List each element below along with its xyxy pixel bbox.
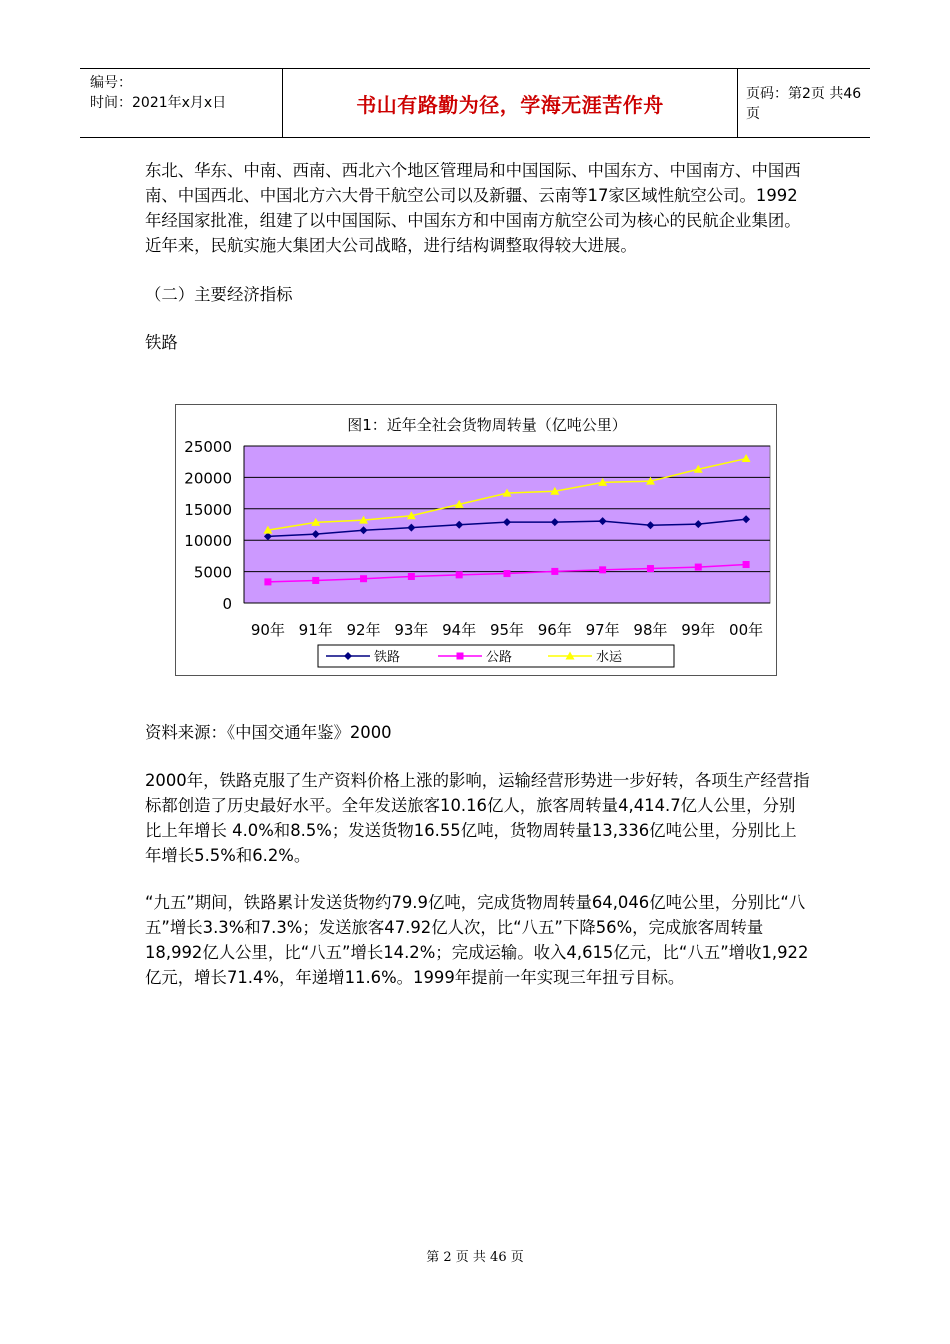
- y-tick-label: 15000: [184, 500, 232, 519]
- data-point: [743, 561, 750, 568]
- chart-svg: [176, 405, 776, 675]
- data-point: [264, 578, 271, 585]
- data-point: [647, 565, 654, 572]
- document-body: [145, 158, 810, 355]
- section-title-rail: 铁路: [145, 333, 178, 352]
- freight-chart: [175, 404, 777, 676]
- page-header: [80, 68, 870, 138]
- number-label: 编号：: [90, 75, 132, 91]
- legend-label: 公路: [486, 650, 513, 665]
- y-tick-label: 0: [222, 595, 232, 613]
- data-point: [504, 570, 511, 577]
- x-tick-label: 92年: [346, 621, 381, 639]
- data-point: [551, 568, 558, 575]
- y-tick-labels: [184, 438, 232, 613]
- y-tick-label: 25000: [184, 438, 232, 456]
- x-tick-label: 94年: [442, 621, 477, 639]
- x-tick-label: 97年: [585, 621, 620, 639]
- legend-label: 水运: [596, 650, 623, 665]
- intro-paragraph: 东北、华东、中南、西南、西北六个地区管理局和中国国际、中国东方、中国南方、中国西南、中国西北、中国北方六大骨干航空公司以及新疆、云南等17家区域性航空公司。1992年经国家批准，组建了以中国国际、中国东方和中国南方航空公司为核心的民航企业集团。近年来，民航实施大集团大公司战略，进行结构调整取得较大进展。: [145, 161, 801, 255]
- x-tick-label: 91年: [298, 621, 333, 639]
- x-tick-label: 00年: [729, 621, 764, 639]
- x-tick-label: 96年: [537, 621, 572, 639]
- data-point: [599, 566, 606, 573]
- source-note: 资料来源：《中国交通年鉴》2000: [145, 723, 392, 742]
- data-point: [456, 571, 463, 578]
- x-tick-label: 98年: [633, 621, 668, 639]
- x-tick-label: 90年: [250, 621, 285, 639]
- y-tick-label: 20000: [184, 469, 232, 488]
- chart-title: 图1：近年全社会货物周转量（亿吨公里）: [347, 416, 627, 434]
- data-point: [312, 577, 319, 584]
- x-tick-label: 93年: [394, 621, 429, 639]
- legend-label: 铁路: [374, 650, 401, 665]
- data-point: [457, 653, 464, 660]
- data-point: [695, 564, 702, 571]
- y-tick-label: 5000: [193, 563, 232, 582]
- x-tick-labels: [251, 621, 763, 639]
- time-label: 时间：2021年x月x日: [90, 95, 227, 111]
- page-footer: 第 2 页 共 46 页: [426, 1250, 524, 1265]
- x-tick-label: 99年: [681, 621, 716, 639]
- data-point: [408, 573, 415, 580]
- paragraph-2000: 2000年，铁路克服了生产资料价格上涨的影响，运输经营形势进一步好转，各项生产经营指标都创造了历史最好水平。全年发送旅客10.16亿人，旅客周转量4,414.7亿人公里，分别比上年增长 4.0%和8.5%；发送货物16.55亿吨，货物周转量13,336亿吨公里，分别比上年增长5.5%和6.2%。: [145, 771, 810, 865]
- y-tick-label: 10000: [184, 532, 232, 551]
- header-motto: 书山有路勤为径，学海无涯苦作舟: [282, 69, 738, 137]
- subheading: （二）主要经济指标: [145, 285, 293, 304]
- x-tick-label: 95年: [489, 621, 525, 639]
- data-point: [360, 575, 367, 582]
- header-page-info: 页码：第2页 共46页: [746, 86, 862, 122]
- header-meta: [90, 73, 226, 113]
- paragraph-ninth-five-year: “九五”期间，铁路累计发送货物约79.9亿吨，完成货物周转量64,046亿吨公里，分别比“八五”增长3.3%和7.3%；发送旅客47.92亿人次，比“八五”下降56%，完成旅客周转量18,992亿人公里，比“八五”增长14.2%；完成运输。收入4,615亿元，比“八五”增收1,922亿元，增长71.4%，年递增11.6%。1999年提前一年实现三年扭亏目标。: [145, 893, 809, 987]
